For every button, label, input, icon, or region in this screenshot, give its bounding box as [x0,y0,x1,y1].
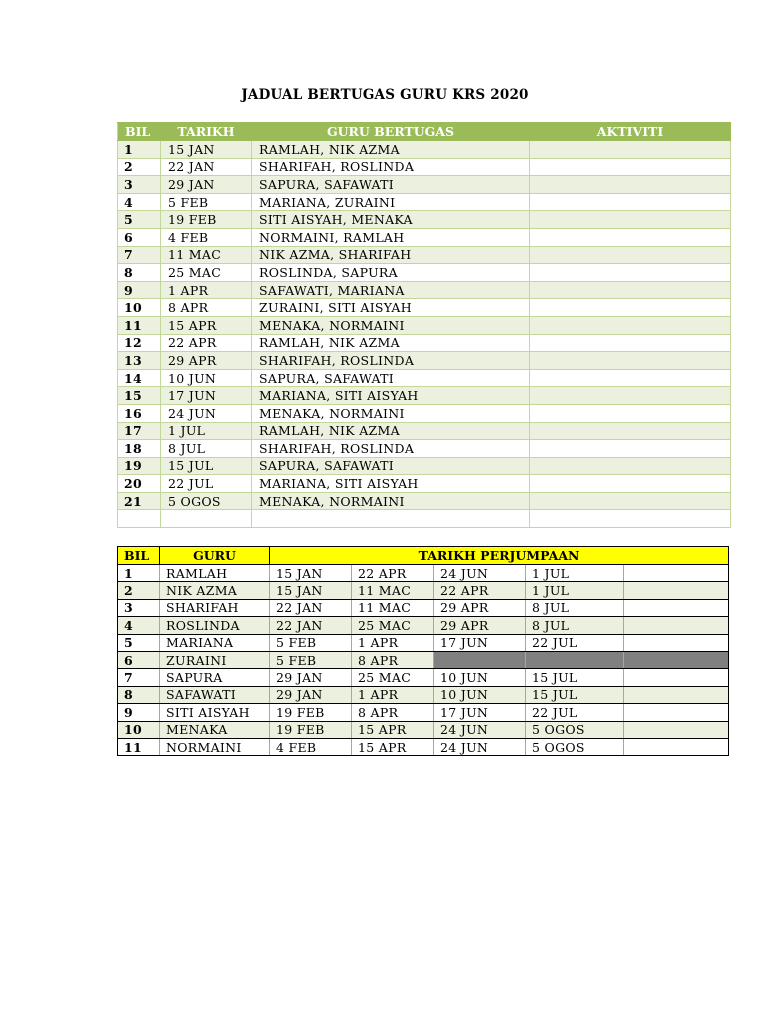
cell-bil: 10 [118,299,161,317]
cell-date-4: 22 JUL [526,634,624,651]
cell-bil: 8 [118,264,161,282]
cell-guru-bertugas: MARIANA, SITI AISYAH [252,475,530,493]
table-row [118,193,731,211]
table-row [118,299,731,317]
col-header-tarikh-perjumpaan: TARIKH PERJUMPAAN [270,547,729,565]
cell-date-2: 25 MAC [352,669,434,686]
cell-bil: 5 [118,634,160,651]
cell-guru-bertugas: SHARIFAH, ROSLINDA [252,440,530,458]
cell-tarikh: 5 OGOS [161,492,252,510]
cell-date-2: 8 APR [352,651,434,668]
cell-tarikh: 25 MAC [161,264,252,282]
cell-date-5 [624,634,729,651]
cell-date-3: 29 APR [434,617,526,634]
table-row [118,721,729,738]
cell-aktiviti [530,352,731,370]
cell-date-5 [624,704,729,721]
cell-date-3: 10 JUN [434,686,526,703]
cell-guru-bertugas: SAPURA, SAFAWATI [252,176,530,194]
cell-date-1: 15 JAN [270,565,352,582]
cell-guru-bertugas: SHARIFAH, ROSLINDA [252,352,530,370]
cell-tarikh: 19 FEB [161,211,252,229]
cell-tarikh: 1 APR [161,281,252,299]
cell-bil: 12 [118,334,161,352]
cell-date-4: 15 JUL [526,686,624,703]
cell-guru-bertugas: MENAKA, NORMAINI [252,404,530,422]
table-row [118,599,729,616]
cell-bil: 19 [118,457,161,475]
table-row [118,440,731,458]
cell-date-2: 22 APR [352,565,434,582]
cell-tarikh: 4 FEB [161,228,252,246]
cell-guru-bertugas: RAMLAH, NIK AZMA [252,422,530,440]
cell-date-5 [624,721,729,738]
cell-bil: 6 [118,651,160,668]
cell-bil: 2 [118,158,161,176]
cell-bil: 1 [118,565,160,582]
cell-date-3: 24 JUN [434,721,526,738]
cell-date-3: 17 JUN [434,704,526,721]
cell-date-4: 15 JUL [526,669,624,686]
cell-guru: MENAKA [160,721,270,738]
cell-guru-bertugas: SAPURA, SAFAWATI [252,457,530,475]
cell-aktiviti [530,158,731,176]
cell-aktiviti [530,141,731,159]
cell-tarikh: 29 APR [161,352,252,370]
cell-date-5 [624,565,729,582]
cell-date-1: 29 JAN [270,686,352,703]
cell-bil: 16 [118,404,161,422]
cell-bil: 2 [118,582,160,599]
cell-date-3: 22 APR [434,582,526,599]
col-header-bil: BIL [118,547,160,565]
cell-date-2: 15 APR [352,738,434,755]
duty-header-row [118,123,731,141]
cell-bil: 9 [118,281,161,299]
cell-date-3: 24 JUN [434,738,526,755]
cell-guru-bertugas: SHARIFAH, ROSLINDA [252,158,530,176]
cell-date-4: 5 OGOS [526,738,624,755]
cell-date-1: 5 FEB [270,634,352,651]
cell-guru-bertugas: MENAKA, NORMAINI [252,492,530,510]
cell-bil: 14 [118,369,161,387]
cell-guru: RAMLAH [160,565,270,582]
cell-guru: ROSLINDA [160,617,270,634]
cell-date-4: 22 JUL [526,704,624,721]
table-row [118,158,731,176]
cell-tarikh: 11 MAC [161,246,252,264]
cell-date-1: 15 JAN [270,582,352,599]
cell-aktiviti [530,510,731,528]
cell-aktiviti [530,440,731,458]
table-row [118,582,729,599]
cell-date-2: 1 APR [352,634,434,651]
cell-tarikh: 22 JAN [161,158,252,176]
col-header-aktiviti: AKTIVITI [530,123,731,141]
cell-tarikh: 15 JUL [161,457,252,475]
cell-bil: 11 [118,738,160,755]
cell-date-2: 15 APR [352,721,434,738]
cell-tarikh: 5 FEB [161,193,252,211]
cell-tarikh: 8 JUL [161,440,252,458]
cell-date-3: 10 JUN [434,669,526,686]
cell-date-1: 19 FEB [270,721,352,738]
cell-guru: NORMAINI [160,738,270,755]
cell-date-4: 8 JUL [526,599,624,616]
cell-date-5 [624,738,729,755]
table-row [118,281,731,299]
cell-bil: 11 [118,316,161,334]
table-row [118,404,731,422]
cell-aktiviti [530,422,731,440]
cell-date-3 [434,651,526,668]
cell-guru: NIK AZMA [160,582,270,599]
cell-aktiviti [530,492,731,510]
table-row [118,651,729,668]
cell-date-5 [624,617,729,634]
cell-date-2: 8 APR [352,704,434,721]
cell-bil: 17 [118,422,161,440]
cell-guru: ZURAINI [160,651,270,668]
cell-tarikh: 15 APR [161,316,252,334]
cell-bil: 8 [118,686,160,703]
table-row [118,211,731,229]
cell-bil: 5 [118,211,161,229]
cell-date-5 [624,599,729,616]
cell-date-2: 1 APR [352,686,434,703]
table-row [118,422,731,440]
cell-bil: 15 [118,387,161,405]
duty-roster-table [117,122,731,528]
meeting-header-row [118,547,729,565]
col-header-guru: GURU [160,547,270,565]
cell-tarikh: 1 JUL [161,422,252,440]
cell-guru-bertugas: ZURAINI, SITI AISYAH [252,299,530,317]
cell-guru-bertugas: RAMLAH, NIK AZMA [252,334,530,352]
table-row [118,176,731,194]
cell-date-1: 4 FEB [270,738,352,755]
cell-tarikh: 15 JAN [161,141,252,159]
page-title: JADUAL BERTUGAS GURU KRS 2020 [241,87,529,103]
cell-aktiviti [530,316,731,334]
cell-aktiviti [530,193,731,211]
table-row [118,634,729,651]
cell-guru-bertugas: RAMLAH, NIK AZMA [252,141,530,159]
cell-guru-bertugas: MARIANA, ZURAINI [252,193,530,211]
col-header-bil: BIL [118,123,161,141]
cell-bil: 6 [118,228,161,246]
cell-guru-bertugas: SAPURA, SAFAWATI [252,369,530,387]
cell-date-3: 29 APR [434,599,526,616]
cell-date-2: 11 MAC [352,599,434,616]
cell-aktiviti [530,299,731,317]
cell-date-4: 8 JUL [526,617,624,634]
table-row [118,617,729,634]
table-row [118,704,729,721]
cell-date-1: 5 FEB [270,651,352,668]
cell-guru: SITI AISYAH [160,704,270,721]
cell-aktiviti [530,264,731,282]
cell-aktiviti [530,404,731,422]
cell-date-4: 5 OGOS [526,721,624,738]
cell-guru: SAFAWATI [160,686,270,703]
cell-aktiviti [530,334,731,352]
cell-tarikh: 22 APR [161,334,252,352]
cell-guru-bertugas [252,510,530,528]
cell-aktiviti [530,228,731,246]
cell-tarikh: 24 JUN [161,404,252,422]
cell-bil: 7 [118,669,160,686]
cell-tarikh: 10 JUN [161,369,252,387]
table-row [118,387,731,405]
cell-bil: 1 [118,141,161,159]
cell-bil: 9 [118,704,160,721]
table-row [118,492,731,510]
table-row [118,246,731,264]
cell-tarikh: 22 JUL [161,475,252,493]
cell-aktiviti [530,457,731,475]
cell-aktiviti [530,387,731,405]
cell-bil: 18 [118,440,161,458]
table-row [118,316,731,334]
cell-guru-bertugas: NORMAINI, RAMLAH [252,228,530,246]
cell-guru: MARIANA [160,634,270,651]
cell-date-3: 24 JUN [434,565,526,582]
cell-aktiviti [530,176,731,194]
cell-aktiviti [530,475,731,493]
cell-date-1: 29 JAN [270,669,352,686]
col-header-tarikh: TARIKH [161,123,252,141]
cell-bil: 13 [118,352,161,370]
cell-date-4: 1 JUL [526,565,624,582]
col-header-guru-bertugas: GURU BERTUGAS [252,123,530,141]
cell-date-1: 19 FEB [270,704,352,721]
cell-tarikh: 8 APR [161,299,252,317]
cell-tarikh: 17 JUN [161,387,252,405]
cell-date-1: 22 JAN [270,617,352,634]
meeting-schedule-table [117,546,729,756]
cell-bil: 4 [118,193,161,211]
table-row [118,264,731,282]
table-row [118,738,729,755]
cell-guru-bertugas: MARIANA, SITI AISYAH [252,387,530,405]
table-row [118,565,729,582]
cell-guru-bertugas: SITI AISYAH, MENAKA [252,211,530,229]
cell-guru: SHARIFAH [160,599,270,616]
table-row [118,686,729,703]
cell-bil: 4 [118,617,160,634]
cell-guru: SAPURA [160,669,270,686]
cell-guru-bertugas: ROSLINDA, SAPURA [252,264,530,282]
cell-bil [118,510,161,528]
table-row [118,669,729,686]
cell-aktiviti [530,369,731,387]
cell-bil: 3 [118,599,160,616]
table-row [118,475,731,493]
cell-tarikh: 29 JAN [161,176,252,194]
cell-guru-bertugas: SAFAWATI, MARIANA [252,281,530,299]
table-row [118,369,731,387]
cell-bil: 7 [118,246,161,264]
cell-bil: 21 [118,492,161,510]
cell-bil: 3 [118,176,161,194]
cell-aktiviti [530,211,731,229]
cell-date-5 [624,686,729,703]
cell-date-2: 25 MAC [352,617,434,634]
cell-guru-bertugas: NIK AZMA, SHARIFAH [252,246,530,264]
cell-date-5 [624,669,729,686]
table-row [118,352,731,370]
cell-date-5 [624,582,729,599]
cell-date-3: 17 JUN [434,634,526,651]
cell-bil: 20 [118,475,161,493]
cell-date-5 [624,651,729,668]
cell-guru-bertugas: MENAKA, NORMAINI [252,316,530,334]
cell-bil: 10 [118,721,160,738]
cell-date-2: 11 MAC [352,582,434,599]
table-row [118,334,731,352]
table-row [118,228,731,246]
cell-tarikh [161,510,252,528]
table-row [118,510,731,528]
cell-aktiviti [530,281,731,299]
cell-date-1: 22 JAN [270,599,352,616]
cell-date-4: 1 JUL [526,582,624,599]
table-row [118,457,731,475]
cell-aktiviti [530,246,731,264]
cell-date-4 [526,651,624,668]
table-row [118,141,731,159]
